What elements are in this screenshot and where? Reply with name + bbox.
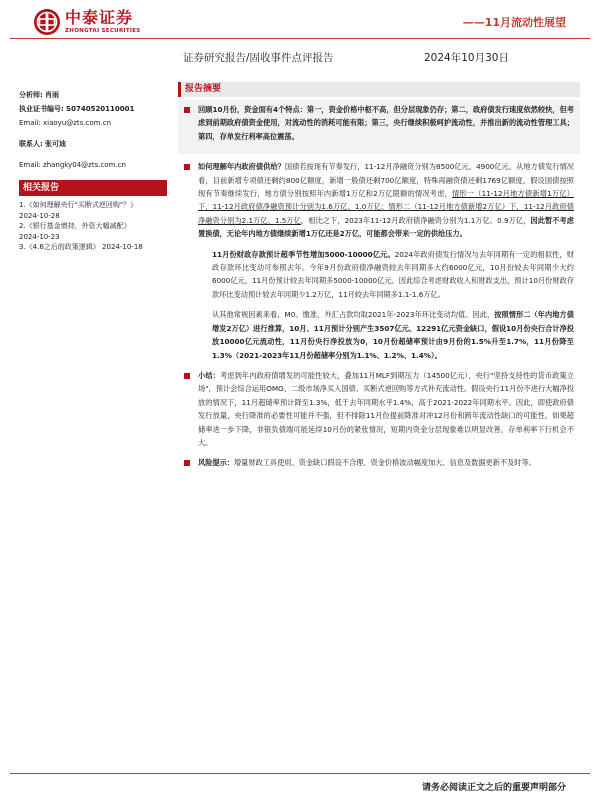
paragraph-lead: 小结： <box>198 370 220 380</box>
report-date: 2024年10月30日 <box>424 52 509 64</box>
paragraph-text: 考虑到年内政府债增发的可能性较大，叠加11月MLF到期压力（14500亿元），央行"坚持支持性的货币政策立场"，预计会综合运用OMO、二级市场净买入国债、买断式逆回购等方式补充流动性。假设央行11月份不进行大幅净投放的情况下，11月超储率预计降至1.3%，低于去年同期水平1.4%，高于2021-2022年同期水平。因此，即使政府债发行放量，央行降准的必要性可能并不强，但不排除11月份提前降准对冲12月份和跨年流动性缺口的可能性。如果超储率进一步下降，非银负债端可能延续10月份的紧张情况，短期内资金分层现象难以明显改善，存单利率下行机会不大。 <box>198 370 574 447</box>
bullet-icon <box>184 460 190 466</box>
cert-row <box>19 102 167 116</box>
contact-row <box>19 137 167 151</box>
email1-value[interactable]: xiaoyu@zts.com.cn <box>43 119 112 127</box>
related-report-date: 2024-10-28 <box>19 211 60 220</box>
related-report-date: 2024-10-23 <box>19 232 60 241</box>
paragraph-text: 从其他常规因素来看，M0、缴准、外汇占款均取2021年-2023年环比变动均值。因此， <box>212 310 495 320</box>
abstract-header: 报告摘要 <box>178 82 580 97</box>
reserve-paragraph <box>184 308 574 362</box>
related-reports-header: 相关报告 <box>19 180 167 196</box>
paragraph-lead: 11月份财政存款预计超季节性增加5000-10000亿元。 <box>212 249 395 259</box>
email1-row <box>19 116 167 130</box>
email1-label: Email: <box>19 119 41 127</box>
disclaimer-note: 请务必阅读正文之后的重要声明部分 <box>421 783 566 793</box>
paragraph-text: ，相比之下，2023年11-12月政府债净融资分别为1.1万亿、0.9万亿， <box>300 215 531 225</box>
contact-name: 张可迪 <box>45 140 67 148</box>
related-report-title[interactable]: 1.《如何理解央行"买断式逆回购"？》 <box>19 201 138 209</box>
related-report-item[interactable] <box>19 200 167 221</box>
paragraph-text: 增量财政工具使用、资金缺口假设不合理、资金价格波动幅度加大、信息及数据更新不及时等。 <box>233 458 536 468</box>
paragraph-lead: 如何理解年内政府债供给？ <box>198 162 285 172</box>
analyst-name: 肖雨 <box>45 91 60 99</box>
cert-value: S0740520110001 <box>66 105 135 113</box>
paragraph-text: 国债若按现有节奏发行，11-12月净融资分别为8500亿元、4900亿元。从地方债发行情况看，目前新增专项债还剩约800亿额度，新增一般债还剩700亿额度，特殊再融资债还剩1769亿额度。假设国债按照现有节奏继续发行，地方债分别按照年内新增1万亿和2万亿限额的情况考虑， <box>198 162 574 199</box>
related-report-date: 2024-10-18 <box>102 243 143 251</box>
related-report-title[interactable]: 3.《4.6之后的政策逻辑》 <box>19 243 100 251</box>
email2-value[interactable]: zhangky04@zts.com.cn <box>43 161 126 169</box>
paragraph-underline: 情形一（11-12月地方债新增1万亿）下，11-12月政府债净融资预计分别为1.6万亿、1.0万亿；情形二（11-12月地方债新增2万亿）下，11-12月政府债净融资分别为2.1万亿、1.5万亿 <box>198 189 574 225</box>
paragraph-bold: 因此暂不考虑置换债，无论年内地方债继续新增1万亿还是2万亿，可能都会带来一定的供给压力。 <box>198 215 574 239</box>
related-report-title[interactable]: 2.《银行基金增持，外资大幅减配》 <box>19 222 131 230</box>
risk-paragraph <box>184 456 574 469</box>
report-type: 证券研究报告/固收事件点评报告 <box>183 52 334 64</box>
contact-label: 联系人: <box>19 140 43 148</box>
paragraph-bold: 按照情形二（年内地方债增发2万亿）进行推算，10月、11月预计分别产生3507亿元、12291亿元资金缺口，假设10月份央行合计净投放10000亿元流动性，11月份央行净投放为0，10月份超储率预计由9月份的1.5%升至1.7%，11月份降至1.3%（2021-2023年11月份超储率分别为1.1%、1.2%、1.4%）。 <box>212 310 574 360</box>
related-report-item[interactable] <box>19 221 167 242</box>
header-divider <box>10 38 590 39</box>
logo-name-en: ZHONGTAI SECURITIES <box>65 28 141 34</box>
abstract-body <box>178 100 580 154</box>
report-title: ——11月流动性展望 <box>462 16 566 29</box>
bullet-icon <box>184 164 190 170</box>
report-main <box>178 82 580 477</box>
cert-label: 执业证书编号: <box>19 105 64 113</box>
company-logo <box>33 8 141 36</box>
supply-paragraph <box>184 160 574 240</box>
paragraph-text: 回顾10月份，资金面有4个特点：第一，资金价格中枢不高，但分层现象仍存；第二，政府债发行速度依然较快，但考虑到前期政府债资金使用，对流动性的消耗可能有限；第三，央行继续积极呵护流动性，并推出新的流动性管理工具；第四，存单发行利率高位震荡。 <box>198 105 574 141</box>
analyst-row <box>19 88 167 102</box>
summary-paragraph <box>184 369 574 449</box>
abstract-paragraph <box>184 103 574 143</box>
footer-divider <box>10 773 590 774</box>
zhongtai-logo-icon <box>33 8 61 36</box>
analyst-sidebar <box>19 88 167 253</box>
email2-label: Email: <box>19 161 41 169</box>
logo-name-cn: 中泰证券 <box>65 8 134 27</box>
related-report-item[interactable] <box>19 242 167 253</box>
email2-row <box>19 158 167 172</box>
bullet-icon <box>184 107 190 113</box>
analyst-label: 分析师: <box>19 91 43 99</box>
paragraph-lead: 风险提示： <box>198 458 234 468</box>
bullet-icon <box>184 373 190 379</box>
fiscal-deposit-paragraph <box>184 248 574 302</box>
paragraph-text: 2024年政府债发行情况与去年同期有一定的相似性，财政存款环比变动可参照去年。今年9月份政府债净融资较去年同期多大约6000亿元，10月份较去年同期少大约6000亿元，11月份预计较去年同期多5000-10000亿元。因此综合考虑财政收入和财政支出，预计10月份财政存款环比变动预计较去年同期少1.2万亿，11月较去年同期多1.1-1.6万亿。 <box>212 249 574 299</box>
